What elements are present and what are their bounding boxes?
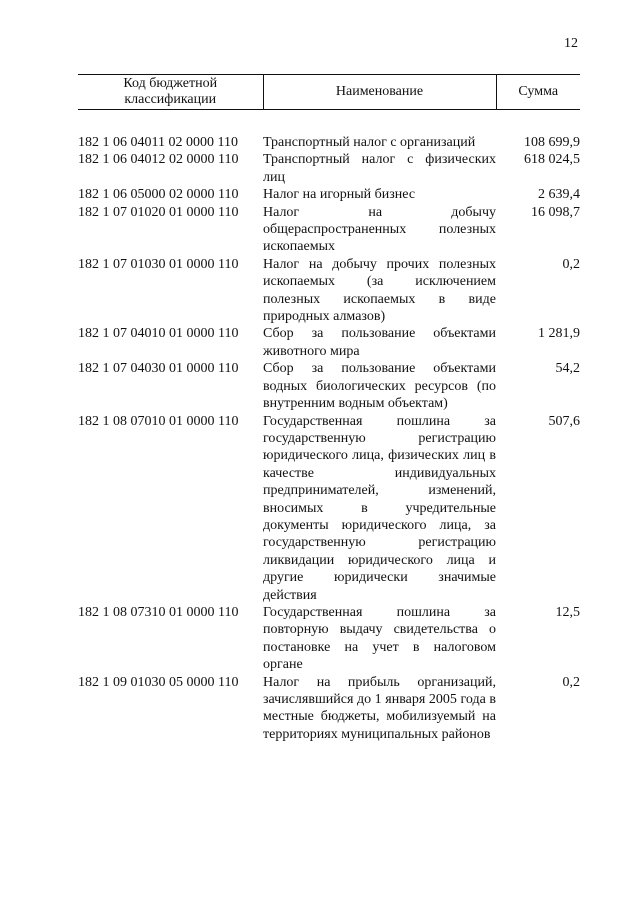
row-code: 182 1 09 01030 05 0000 110	[78, 674, 239, 690]
row-code: 182 1 06 04011 02 0000 110	[78, 135, 238, 150]
row-code: 182 1 08 07010 01 0000 110	[78, 413, 239, 429]
table-row	[78, 186, 580, 203]
table-row	[78, 204, 580, 256]
row-code: 182 1 06 05000 02 0000 110	[78, 187, 239, 203]
row-name: Сбор за пользование объектами животного мира	[263, 326, 496, 359]
row-sum: 618 024,5	[524, 152, 580, 168]
table-row	[78, 134, 580, 151]
table-row	[78, 151, 580, 186]
table-row	[78, 360, 580, 412]
row-code: 182 1 07 04010 01 0000 110	[78, 326, 239, 342]
table-row	[78, 413, 580, 604]
table-row	[78, 256, 580, 326]
row-sum: 2 639,4	[538, 187, 580, 203]
row-sum: 12,5	[555, 604, 580, 620]
header-sum: Сумма	[496, 75, 580, 110]
row-name: Транспортный налог с физических лиц	[263, 152, 496, 185]
row-sum: 54,2	[555, 361, 580, 377]
row-name: Налог на прибыль организаций, зачислявшийся до 1 января 2005 года в местные бюджеты, мобилизуемый на территориях муниципальных районов	[263, 674, 496, 742]
budget-table	[78, 74, 580, 743]
row-name: Налог на добычу общераспространенных полезных ископаемых	[263, 204, 496, 255]
row-name: Государственная пошлина за повторную выдачу свидетельства о постановке на учет в налоговом органе	[263, 604, 496, 673]
table-row	[78, 604, 580, 674]
row-code: 182 1 07 01020 01 0000 110	[78, 204, 239, 220]
row-code: 182 1 06 04012 02 0000 110	[78, 152, 239, 168]
row-name: Государственная пошлина за государственную регистрацию юридического лица, физических лиц в качестве индивидуальных предпринимателей, изменений, вносимых в учредительные документы юридического лица, за государственную регистрацию ликвидации юридического лица и другие юридически значимые действия	[263, 413, 496, 603]
row-sum: 0,2	[562, 674, 580, 690]
page-number: 12	[564, 36, 578, 51]
header-name: Наименование	[263, 75, 496, 110]
row-sum: 16 098,7	[531, 204, 580, 220]
row-name: Налог на добычу прочих полезных ископаемых (за исключением полезных ископаемых в виде природных алмазов)	[263, 256, 496, 325]
row-name: Сбор за пользование объектами водных биологических ресурсов (по внутренним водным объектам)	[263, 361, 496, 412]
row-sum: 108 699,9	[524, 135, 580, 150]
header-code: Код бюджетной классификации	[78, 75, 263, 110]
row-sum: 507,6	[548, 413, 580, 429]
table-header-row	[78, 75, 580, 110]
row-code: 182 1 07 04030 01 0000 110	[78, 361, 239, 377]
table-row	[78, 325, 580, 360]
table-row	[78, 674, 580, 744]
row-sum: 1 281,9	[538, 326, 580, 342]
spacer-row	[78, 110, 580, 135]
row-code: 182 1 08 07310 01 0000 110	[78, 604, 239, 620]
row-name: Налог на игорный бизнес	[263, 187, 416, 203]
row-code: 182 1 07 01030 01 0000 110	[78, 256, 239, 272]
row-sum: 0,2	[562, 256, 580, 272]
row-name: Транспортный налог с организаций	[263, 135, 476, 150]
